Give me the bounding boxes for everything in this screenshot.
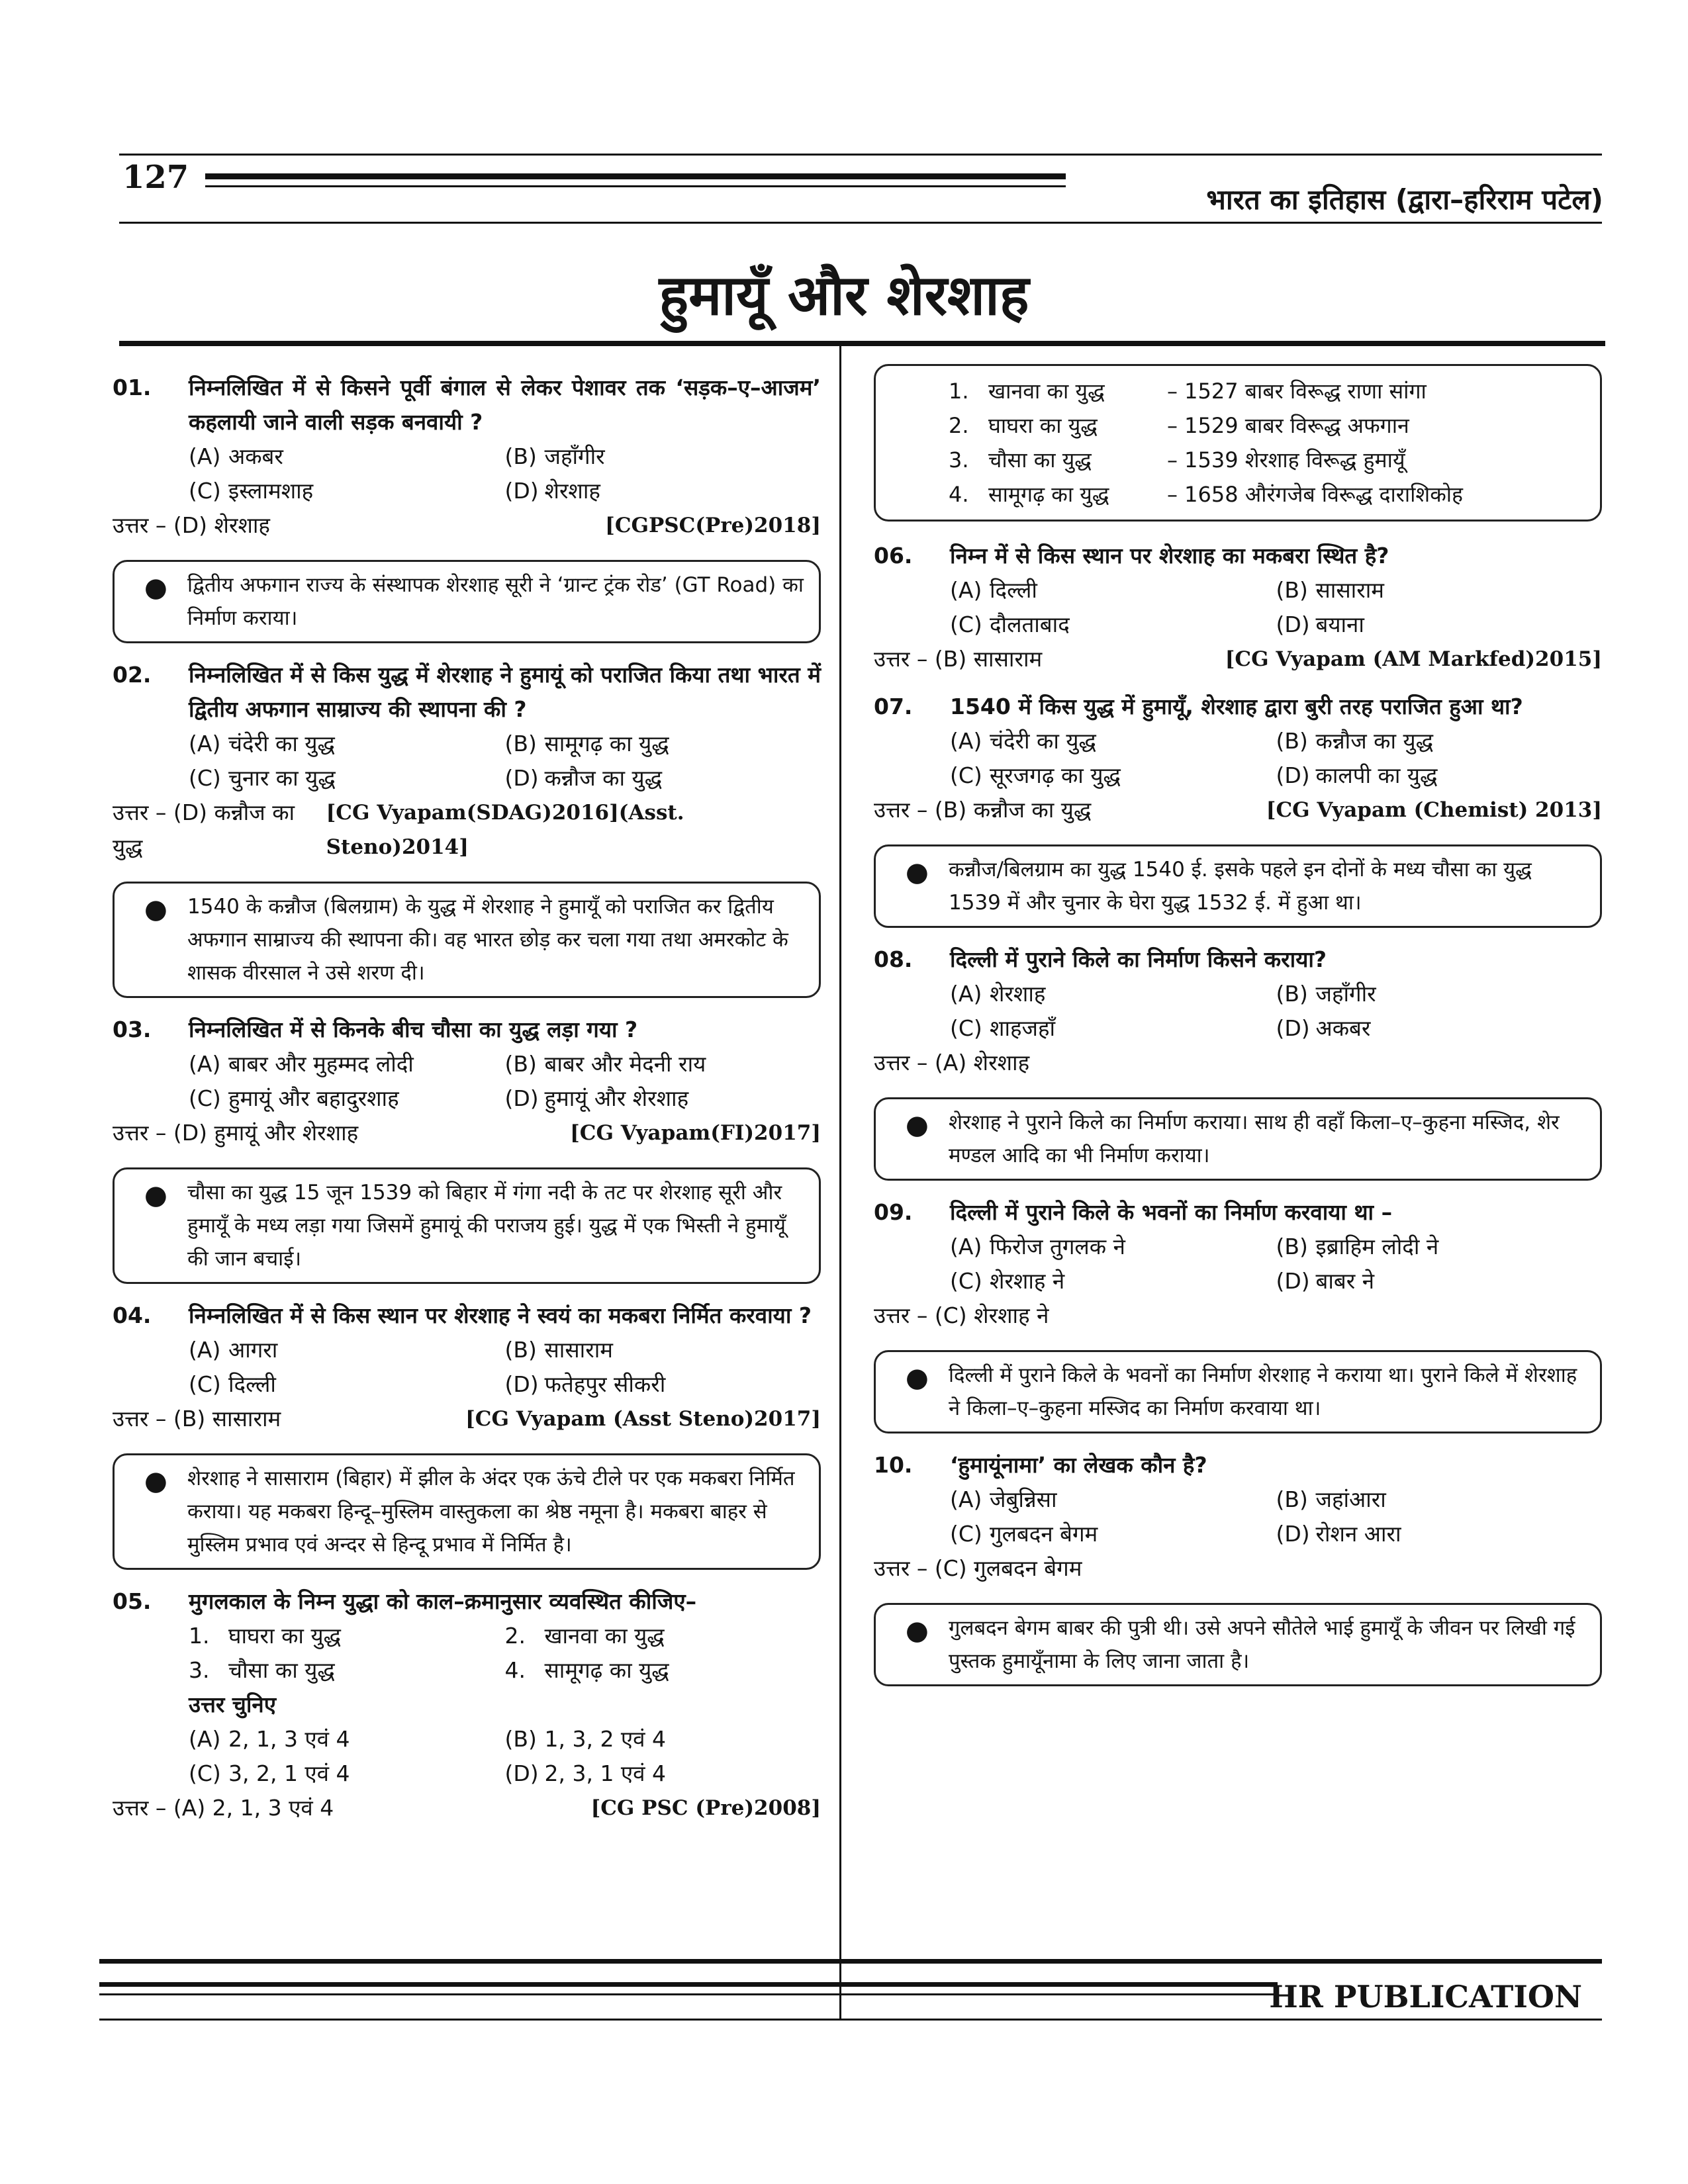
option-label: (B)	[504, 731, 537, 756]
explanation-box	[113, 560, 821, 643]
option	[950, 1011, 1276, 1046]
question-number: 01.	[113, 375, 152, 400]
column-divider	[839, 346, 841, 2021]
option	[189, 1333, 505, 1367]
option-text: जहाँगीर	[544, 443, 605, 469]
option	[1276, 758, 1603, 793]
answer-line	[113, 508, 821, 543]
bullet-icon: ●	[144, 894, 167, 925]
right-column	[874, 364, 1602, 1701]
list-number: 4.	[504, 1657, 526, 1683]
options	[189, 727, 821, 796]
options	[950, 1482, 1602, 1551]
answer: उत्तर – (D) हुमायूं और शेरशाह	[113, 1120, 359, 1146]
question-10	[874, 1448, 1602, 1586]
answer-line	[874, 1046, 1602, 1080]
option	[950, 724, 1276, 758]
option-text: बाबर और मुहम्मद लोदी	[228, 1051, 414, 1077]
list-text: खानवा का युद्ध	[544, 1623, 665, 1649]
answer-line	[874, 1298, 1602, 1333]
option-text: चंदेरी का युद्ध	[228, 731, 335, 756]
explanation-box	[874, 844, 1602, 928]
answer: उत्तर – (D) कन्नौज का युद्ध	[113, 799, 295, 860]
explanation-text: द्वितीय अफगान राज्य के संस्थापक शेरशाह सूरी ने ‘ग्रान्ट ट्रंक रोड’ (GT Road) का निर्माण कराया।	[187, 573, 804, 630]
option-text: कालपी का युद्ध	[1315, 762, 1438, 788]
battle-name: चौसा का युद्ध	[988, 447, 1092, 473]
option-text: गुलबदन बेगम	[990, 1521, 1098, 1547]
option-text: जेबुन्निसा	[990, 1486, 1057, 1512]
option	[1276, 608, 1603, 642]
question-3	[113, 1013, 821, 1150]
option	[189, 1722, 505, 1756]
question-number: 06.	[874, 543, 913, 569]
option-label: (A)	[950, 1486, 982, 1512]
option	[189, 474, 505, 508]
option-text: अकबर	[1315, 1015, 1371, 1041]
question-number: 09.	[874, 1199, 913, 1225]
option-text: कन्नौज का युद्ध	[544, 765, 663, 791]
option	[950, 1230, 1276, 1264]
table-row	[949, 477, 1587, 512]
chapter-title: हुमायूँ और शेरशाह	[659, 263, 1029, 328]
explanation-box	[874, 1097, 1602, 1181]
option-label: (B)	[1276, 728, 1308, 754]
list-text: घाघरा का युद्ध	[228, 1623, 341, 1649]
battle-chronology-box	[874, 364, 1602, 522]
question-text: निम्नलिखित में से किसने पूर्वी बंगाल से लेकर पेशावर तक ‘सड़क–ए–आजम’ कहलायी जाने वाली सड़क बनवायी ?	[189, 375, 821, 435]
explanation-text: चौसा का युद्ध 15 जून 1539 को बिहार में गंगा नदी के तट पर शेरशाह सूरी और हुमायूँ के मध्य लड़ा गया जिसमें हुमायूं की पराजय हुई। युद्ध में एक भिस्ती ने हुमायूँ की जान बचाई।	[187, 1181, 786, 1271]
bullet-icon: ●	[144, 572, 167, 603]
explanation-text: गुलबदन बेगम बाबर की पुत्री थी। उसे अपने सौतेले भाई हुमायूँ के जीवन पर लिखी गई पुस्तक हुमायूँनामा के लिए जाना जाता है।	[949, 1616, 1575, 1673]
option	[950, 977, 1276, 1011]
question-7	[874, 690, 1602, 827]
option	[505, 761, 821, 796]
bullet-icon: ●	[906, 1110, 929, 1140]
footer-rule-thin-2	[99, 1993, 1278, 1995]
header-top-line	[119, 154, 1602, 156]
battle-name: खानवा का युद्ध	[988, 379, 1105, 404]
option-label: (C)	[189, 1760, 221, 1786]
option	[505, 1081, 821, 1116]
option-text: सामूगढ़ का युद्ध	[544, 731, 669, 756]
option-text: 2, 3, 1 एवं 4	[544, 1760, 667, 1786]
answer: उत्तर – (C) गुलबदन बेगम	[874, 1555, 1082, 1581]
option-label: (A)	[189, 731, 221, 756]
option	[189, 1756, 505, 1791]
option-text: बयाना	[1315, 612, 1364, 637]
answer-line	[113, 1791, 821, 1825]
option	[950, 573, 1276, 608]
explanation-box	[874, 1350, 1602, 1433]
question-text: दिल्ली में पुराने किले का निर्माण किसने कराया?	[950, 946, 1327, 972]
option-label: (B)	[1276, 577, 1308, 603]
option	[189, 1047, 505, 1081]
footer-bottom-line	[99, 2019, 1602, 2021]
explanation-text: शेरशाह ने सासाराम (बिहार) में झील के अंदर एक ऊंचे टीले पर एक मकबरा निर्मित कराया। यह मकबरा हिन्दू–मुस्लिम वास्तुकला का श्रेष्ठ नमूना है। मकबरा बाहर से मुस्लिम प्रभाव एवं अन्दर से हिन्दू प्रभाव में निर्मित है।	[187, 1467, 795, 1557]
option-label: (A)	[950, 577, 982, 603]
option-label: (B)	[504, 1726, 537, 1752]
question-text: ‘हुमायूंनामा’ का लेखक कौन है?	[950, 1452, 1207, 1478]
option-text: दौलताबाद	[990, 612, 1070, 637]
option-text: हुमायूं और शेरशाह	[544, 1085, 689, 1111]
option-label: (C)	[189, 1371, 221, 1397]
option	[505, 1722, 821, 1756]
row-number: 1.	[949, 379, 969, 404]
page-number: 127	[122, 159, 189, 196]
option-text: शेरशाह	[544, 478, 600, 504]
question-text: निम्नलिखित में से किस युद्ध में शेरशाह ने हुमायूं को पराजित किया तथा भारत में द्वितीय अफगान साम्राज्य की स्थापना की ?	[189, 662, 821, 722]
option-label: (A)	[950, 1234, 982, 1259]
option	[189, 727, 505, 761]
list-item	[505, 1619, 821, 1653]
match-list	[189, 1619, 821, 1688]
content-top-rule	[119, 341, 1605, 346]
option-text: 2, 1, 3 एवं 4	[228, 1726, 350, 1752]
question-text: निम्नलिखित में से किस स्थान पर शेरशाह ने स्वयं का मकबरा निर्मित करवाया ?	[189, 1302, 812, 1328]
option	[505, 1333, 821, 1367]
option-label: (A)	[189, 443, 221, 469]
list-number: 3.	[189, 1657, 210, 1683]
question-text: 1540 में किस युद्ध में हुमायूँ, शेरशाह द्वारा बुरी तरह पराजित हुआ था?	[950, 694, 1523, 719]
answer-line	[113, 796, 821, 864]
question-6	[874, 539, 1602, 676]
option	[1276, 573, 1603, 608]
option-label: (C)	[950, 1268, 982, 1294]
answer: उत्तर – (B) कन्नौज का युद्ध	[874, 797, 1092, 823]
battle-detail: – 1658 औरंगजेब विरूद्ध दाराशिकोह	[1167, 482, 1464, 507]
options	[950, 724, 1602, 793]
explanation-box	[874, 1603, 1602, 1686]
list-item	[189, 1653, 505, 1688]
option-text: सासाराम	[1315, 577, 1384, 603]
option	[950, 1482, 1276, 1517]
option-text: फिरोज तुगलक ने	[990, 1234, 1125, 1259]
option	[189, 761, 505, 796]
options	[950, 573, 1602, 642]
option-text: शेरशाह	[990, 981, 1046, 1007]
option-label: (A)	[950, 981, 982, 1007]
option-label: (D)	[504, 1760, 539, 1786]
option-label: (A)	[189, 1726, 221, 1752]
list-text: सामूगढ़ का युद्ध	[544, 1657, 669, 1683]
options	[189, 1722, 821, 1791]
options	[189, 1047, 821, 1116]
row-number: 2.	[949, 413, 969, 438]
list-item	[189, 1619, 505, 1653]
bullet-icon: ●	[906, 1363, 929, 1393]
exam-source: [CGPSC(Pre)2018]	[605, 514, 821, 537]
footer-rule-thin-1	[99, 1982, 1278, 1987]
option	[950, 1517, 1276, 1551]
battle-detail: – 1539 शेरशाह विरूद्ध हुमायूँ	[1167, 447, 1405, 473]
option-text: जहाँगीर	[1315, 981, 1376, 1007]
options	[189, 1333, 821, 1402]
option	[1276, 1482, 1603, 1517]
option-label: (D)	[1276, 612, 1310, 637]
option-label: (D)	[504, 478, 539, 504]
option-label: (B)	[1276, 1234, 1308, 1259]
option-label: (B)	[504, 1051, 537, 1077]
explanation-text: शेरशाह ने पुराने किले का निर्माण कराया। साथ ही वहाँ किला–ए–कुहना मस्जिद, शेर मण्डल आदि का भी निर्माण कराया।	[949, 1111, 1560, 1167]
option-label: (C)	[950, 1015, 982, 1041]
explanation-box	[113, 882, 821, 998]
question-text: निम्नलिखित में से किनके बीच चौसा का युद्ध लड़ा गया ?	[189, 1017, 638, 1042]
footer-rule-thick	[99, 1959, 1602, 1964]
list-item	[505, 1653, 821, 1688]
bullet-icon: ●	[906, 857, 929, 887]
option-label: (D)	[1276, 762, 1310, 788]
explanation-box	[113, 1167, 821, 1284]
battle-detail: – 1529 बाबर विरूद्ध अफगान	[1167, 413, 1409, 438]
option-text: फतेहपुर सीकरी	[544, 1371, 666, 1397]
option-label: (D)	[1276, 1268, 1310, 1294]
battle-name: घाघरा का युद्ध	[988, 413, 1098, 438]
exam-source: [CG Vyapam(SDAG)2016](Asst. Steno)2014]	[326, 801, 684, 859]
option-text: चंदेरी का युद्ध	[990, 728, 1096, 754]
row-number: 4.	[949, 482, 969, 507]
answer: उत्तर – (C) शेरशाह ने	[874, 1302, 1049, 1328]
option-text: अकबर	[228, 443, 283, 469]
option-label: (C)	[950, 612, 982, 637]
option	[505, 1367, 821, 1402]
question-number: 07.	[874, 694, 913, 719]
question-1	[113, 371, 821, 543]
option	[505, 1047, 821, 1081]
option-text: जहांआरा	[1315, 1486, 1386, 1512]
answer: उत्तर – (A) शेरशाह	[874, 1050, 1030, 1075]
options	[950, 977, 1602, 1046]
option-text: बाबर ने	[1315, 1268, 1375, 1294]
row-number: 3.	[949, 447, 969, 473]
option	[1276, 1230, 1603, 1264]
header-bottom-line	[119, 222, 1602, 224]
options	[189, 439, 821, 508]
question-8	[874, 942, 1602, 1080]
exam-source: [CG Vyapam (AM Markfed)2015]	[1225, 647, 1602, 671]
exam-source: [CG Vyapam(FI)2017]	[570, 1121, 821, 1145]
answer: उत्तर – (B) सासाराम	[874, 646, 1043, 672]
option-label: (C)	[950, 1521, 982, 1547]
option-label: (D)	[1276, 1015, 1310, 1041]
option-label: (B)	[504, 443, 537, 469]
option-label: (D)	[504, 1085, 539, 1111]
option-label: (C)	[950, 762, 982, 788]
option-text: हुमायूं और बहादुरशाह	[228, 1085, 399, 1111]
header-rule-thin	[205, 185, 1066, 187]
question-5	[113, 1584, 821, 1825]
option-text: आगरा	[228, 1337, 278, 1363]
exam-source: [CG Vyapam (Asst Steno)2017]	[465, 1407, 821, 1431]
option	[1276, 1264, 1603, 1298]
option-text: कन्नौज का युद्ध	[1315, 728, 1434, 754]
option	[189, 439, 505, 474]
option-label: (D)	[504, 765, 539, 791]
question-text: दिल्ली में पुराने किले के भवनों का निर्माण करवाया था –	[950, 1199, 1393, 1225]
book-title: भारत का इतिहास (द्वारा–हरिराम पटेल)	[1206, 183, 1603, 216]
explanation-box	[113, 1453, 821, 1570]
answer-line	[874, 1551, 1602, 1586]
option-text: सासाराम	[544, 1337, 613, 1363]
list-text: चौसा का युद्ध	[228, 1657, 335, 1683]
option-text: रोशन आरा	[1315, 1521, 1401, 1547]
option	[189, 1081, 505, 1116]
exam-source: [CG PSC (Pre)2008]	[590, 1796, 821, 1820]
option-label: (C)	[189, 765, 221, 791]
option	[1276, 1011, 1603, 1046]
option-label: (C)	[189, 478, 221, 504]
bullet-icon: ●	[906, 1615, 929, 1646]
option	[950, 608, 1276, 642]
option	[505, 439, 821, 474]
option	[1276, 1517, 1603, 1551]
choose-answer-label: उत्तर चुनिए	[189, 1692, 276, 1717]
list-number: 1.	[189, 1623, 210, 1649]
option-text: 3, 2, 1 एवं 4	[228, 1760, 350, 1786]
answer-line	[874, 793, 1602, 827]
list-number: 2.	[504, 1623, 526, 1649]
exam-source: [CG Vyapam (Chemist) 2013]	[1266, 798, 1602, 822]
answer-line	[874, 642, 1602, 676]
option-label: (D)	[504, 1371, 539, 1397]
question-text: मुगलकाल के निम्न युद्धा को काल–क्रमानुसार व्यवस्थित कीजिए–	[189, 1588, 697, 1614]
header-rule-thick	[205, 173, 1066, 179]
battle-name: सामूगढ़ का युद्ध	[988, 482, 1109, 507]
question-number: 05.	[113, 1588, 152, 1614]
option	[1276, 977, 1603, 1011]
option	[189, 1367, 505, 1402]
question-number: 08.	[874, 946, 913, 972]
battle-detail: – 1527 बाबर विरूद्ध राणा सांगा	[1167, 379, 1427, 404]
option-label: (B)	[1276, 1486, 1308, 1512]
left-column	[113, 371, 821, 1825]
bullet-icon: ●	[144, 1466, 167, 1496]
option-text: इस्लामशाह	[228, 478, 314, 504]
option-text: सूरजगढ़ का युद्ध	[990, 762, 1121, 788]
option	[505, 1756, 821, 1791]
option-label: (A)	[189, 1337, 221, 1363]
answer-line	[113, 1402, 821, 1436]
question-9	[874, 1195, 1602, 1333]
table-row	[949, 408, 1587, 443]
answer: उत्तर – (A) 2, 1, 3 एवं 4	[113, 1795, 334, 1821]
question-number: 04.	[113, 1302, 152, 1328]
question-2	[113, 658, 821, 864]
question-number: 03.	[113, 1017, 152, 1042]
option-text: शाहजहाँ	[990, 1015, 1056, 1041]
option	[950, 1264, 1276, 1298]
option-label: (D)	[1276, 1521, 1310, 1547]
table-row	[949, 374, 1587, 408]
options	[950, 1230, 1602, 1298]
option-text: शेरशाह ने	[990, 1268, 1065, 1294]
option-text: बाबर और मेदनी राय	[544, 1051, 706, 1077]
table-row	[949, 443, 1587, 477]
option-label: (A)	[950, 728, 982, 754]
option-text: दिल्ली	[990, 577, 1037, 603]
option-text: इब्राहिम लोदी ने	[1315, 1234, 1439, 1259]
option-text: दिल्ली	[228, 1371, 276, 1397]
publisher-name: HR PUBLICATION	[1269, 1979, 1582, 2015]
option	[505, 474, 821, 508]
question-4	[113, 1298, 821, 1436]
explanation-text: 1540 के कन्नौज (बिलग्राम) के युद्ध में शेरशाह ने हुमायूँ को पराजित कर द्वितीय अफगान साम्राज्य की स्थापना की। वह भारत छोड़ कर चला गया तथा अमरकोट के शासक वीरसाल ने उसे शरण दी।	[187, 895, 788, 985]
question-number: 10.	[874, 1452, 913, 1478]
option	[1276, 724, 1603, 758]
explanation-text: दिल्ली में पुराने किले के भवनों का निर्माण शेरशाह ने कराया था। पुराने किले में शेरशाह ने किला–ए–कुहना मस्जिद का निर्माण करवाया था।	[949, 1363, 1577, 1420]
question-text: निम्न में से किस स्थान पर शेरशाह का मकबरा स्थित है?	[950, 543, 1389, 569]
option-text: 1, 3, 2 एवं 4	[544, 1726, 667, 1752]
answer: उत्तर – (B) सासाराम	[113, 1406, 281, 1432]
answer: उत्तर – (D) शेरशाह	[113, 512, 270, 538]
option	[950, 758, 1276, 793]
answer-line	[113, 1116, 821, 1150]
option-label: (B)	[1276, 981, 1308, 1007]
bullet-icon: ●	[144, 1180, 167, 1210]
option-text: चुनार का युद्ध	[228, 765, 336, 791]
option-label: (A)	[189, 1051, 221, 1077]
explanation-text: कन्नौज/बिलग्राम का युद्ध 1540 ई. इसके पहले इन दोनों के मध्य चौसा का युद्ध 1539 में और चुनार के घेरा युद्ध 1532 ई. में हुआ था।	[949, 858, 1532, 915]
option	[505, 727, 821, 761]
option-label: (B)	[504, 1337, 537, 1363]
question-number: 02.	[113, 662, 152, 688]
option-label: (C)	[189, 1085, 221, 1111]
